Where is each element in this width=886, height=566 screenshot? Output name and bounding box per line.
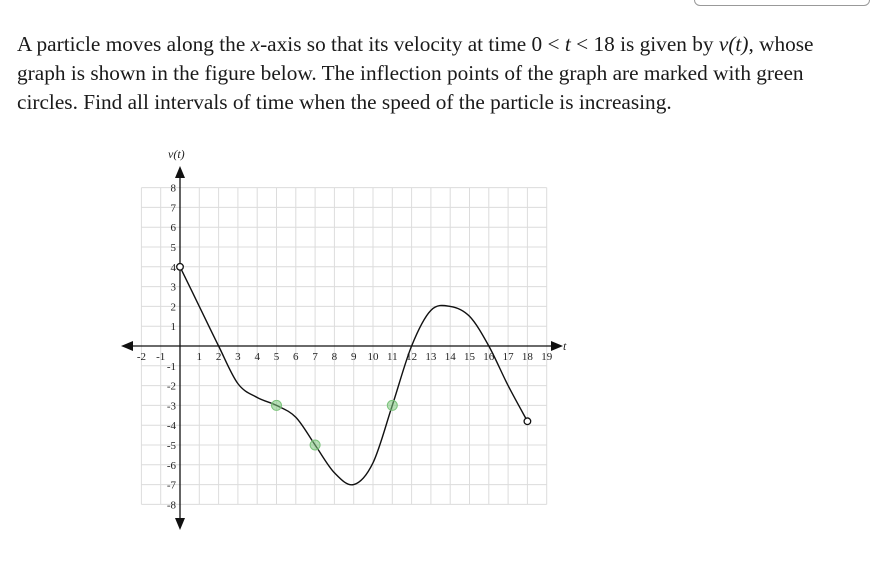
y-tick-label: -7 xyxy=(166,479,176,492)
question-part-2: -axis so that its velocity at time 0 < xyxy=(260,32,565,56)
question-part-4: , whose graph is shown in the figure below. The inflection points of the graph are marked with green circles. Find all intervals of time when the speed of the particle is increasing. xyxy=(17,32,814,114)
question-v-function: v(t) xyxy=(718,32,749,56)
y-tick-label: -1 xyxy=(166,360,176,373)
x-axis-right-arrow xyxy=(551,341,563,351)
x-axis-left-arrow xyxy=(121,341,133,351)
x-tick-label: 11 xyxy=(387,351,398,363)
y-tick-label: 8 xyxy=(170,182,176,195)
x-tick-label: 14 xyxy=(444,351,456,363)
y-axis-label: v(t) xyxy=(168,147,185,161)
open-endpoint-marker xyxy=(524,418,531,425)
question-x-variable: x xyxy=(250,32,261,56)
y-tick-label: -6 xyxy=(166,459,176,472)
y-tick-label: 5 xyxy=(170,242,176,254)
x-tick-label: 12 xyxy=(406,351,418,363)
y-tick-label: 6 xyxy=(170,222,176,235)
y-tick-label: -8 xyxy=(166,499,176,512)
x-axis-label: t xyxy=(563,339,567,353)
question-part-1: A particle moves along the xyxy=(17,32,251,56)
y-tick-label: 3 xyxy=(170,281,176,294)
y-tick-label: 7 xyxy=(170,202,176,215)
inflection-point-marker xyxy=(272,400,282,410)
y-tick-label: -3 xyxy=(166,400,176,413)
inflection-point-marker xyxy=(387,400,397,410)
y-axis-up-arrow xyxy=(175,166,185,178)
x-tick-label: 16 xyxy=(483,351,495,363)
x-tick-label: 3 xyxy=(235,351,241,363)
y-tick-label: 4 xyxy=(170,261,176,274)
x-tick-label: 13 xyxy=(425,351,437,363)
inflection-point-marker xyxy=(310,440,320,450)
x-tick-label: 2 xyxy=(215,351,222,363)
x-tick-label: -1 xyxy=(156,351,166,363)
x-tick-label: 9 xyxy=(350,351,357,363)
question-t-variable: t xyxy=(564,32,571,56)
question-part-3: < 18 is given by xyxy=(570,32,719,56)
y-tick-label: 1 xyxy=(170,321,176,334)
y-tick-label: -4 xyxy=(166,420,176,433)
y-axis-down-arrow xyxy=(175,518,185,530)
x-tick-label: 8 xyxy=(331,351,338,363)
y-tick-label: -2 xyxy=(166,380,176,393)
x-tick-label: 6 xyxy=(293,351,299,363)
x-tick-label: 10 xyxy=(367,351,379,363)
x-tick-label: 19 xyxy=(541,351,553,363)
open-endpoint-marker xyxy=(177,264,184,271)
chart-axes xyxy=(121,166,563,530)
x-tick-label: 4 xyxy=(254,351,260,363)
x-tick-label: 1 xyxy=(196,351,203,363)
x-tick-label: 5 xyxy=(273,351,280,363)
x-tick-label: 15 xyxy=(464,351,475,363)
x-tick-label: 18 xyxy=(521,351,533,363)
y-tick-label: -5 xyxy=(166,440,176,452)
x-tick-label: 17 xyxy=(502,351,514,363)
x-tick-label: 7 xyxy=(312,351,318,363)
y-tick-label: 2 xyxy=(170,301,176,314)
x-tick-label: -2 xyxy=(136,351,146,363)
